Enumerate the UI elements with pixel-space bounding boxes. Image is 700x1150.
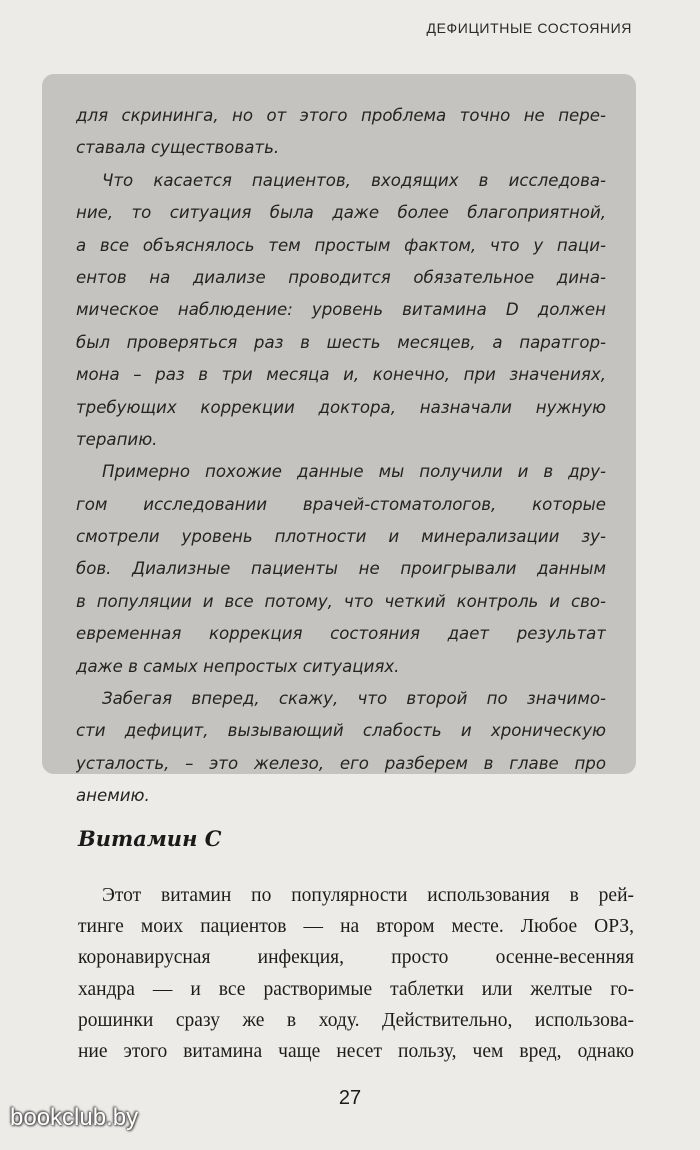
body-line: рошинки сразу же в ходу. Действительно, использова- <box>78 1009 634 1031</box>
watermark: bookclub.by <box>10 1104 139 1131</box>
callout-line: был проверяться раз в шесть месяцев, а паратгор- <box>76 332 606 352</box>
body-line: ние этого витамина чаще несет пользу, чем вред, однако <box>78 1040 634 1062</box>
callout-line: даже в самых непростых ситуациях. <box>76 656 400 676</box>
callout-line: гом исследовании врачей-стоматологов, которые <box>76 494 606 514</box>
callout-line: мическое наблюдение: уровень витамина D должен <box>76 300 606 320</box>
running-header: ДЕФИЦИТНЫЕ СОСТОЯНИЯ <box>426 20 632 36</box>
section-title: Витамин С <box>78 826 222 851</box>
body-line: Этот витамин по популярности использования в рей- <box>102 885 634 906</box>
callout-line: для скрининга, но от этого проблема точно не пере- <box>76 106 606 125</box>
callout-line: Что касается пациентов, входящих в исследова- <box>102 170 606 190</box>
callout-line: Примерно похожие данные мы получили и в дру- <box>102 462 606 482</box>
callout-line: усталость, – это железо, его разберем в главе про <box>76 753 606 773</box>
body-paragraph <box>78 880 634 1067</box>
callout-line: а все объяснялось тем простым фактом, что у паци- <box>76 235 606 255</box>
callout-line: мона – раз в три месяца и, конечно, при значениях, <box>76 365 606 385</box>
callout-line: в популяции и все потому, что четкий контроль и сво- <box>76 591 606 611</box>
callout-line: сти дефицит, вызывающий слабость и хроническую <box>76 721 606 741</box>
callout-line: евременная коррекция состояния дает результат <box>76 624 606 644</box>
callout-line: ентов на диализе проводится обязательное дина- <box>76 267 606 287</box>
callout-line: анемию. <box>76 786 150 806</box>
callout-line: ставала существовать. <box>76 138 280 158</box>
page-number: 27 <box>338 1087 362 1109</box>
callout-line: требующих коррекции доктора, назначали нужную <box>76 397 606 417</box>
callout-line: Забегая вперед, скажу, что второй по значимо- <box>102 689 606 709</box>
body-line: хандра — и все растворимые таблетки или желтые го- <box>78 978 634 1000</box>
callout-line: смотрели уровень плотности и минерализации зу- <box>76 527 606 547</box>
body-line: тинге моих пациентов — на втором месте. Любое ОРЗ, <box>78 916 634 938</box>
body-line: коронавирусная инфекция, просто осенне-весенняя <box>78 947 634 969</box>
callout-line: ние, то ситуация была даже более благоприятной, <box>76 203 606 223</box>
callout-line: терапию. <box>76 429 158 449</box>
callout-line: бов. Диализные пациенты не проигрывали данным <box>76 559 606 579</box>
callout-box <box>42 74 636 806</box>
